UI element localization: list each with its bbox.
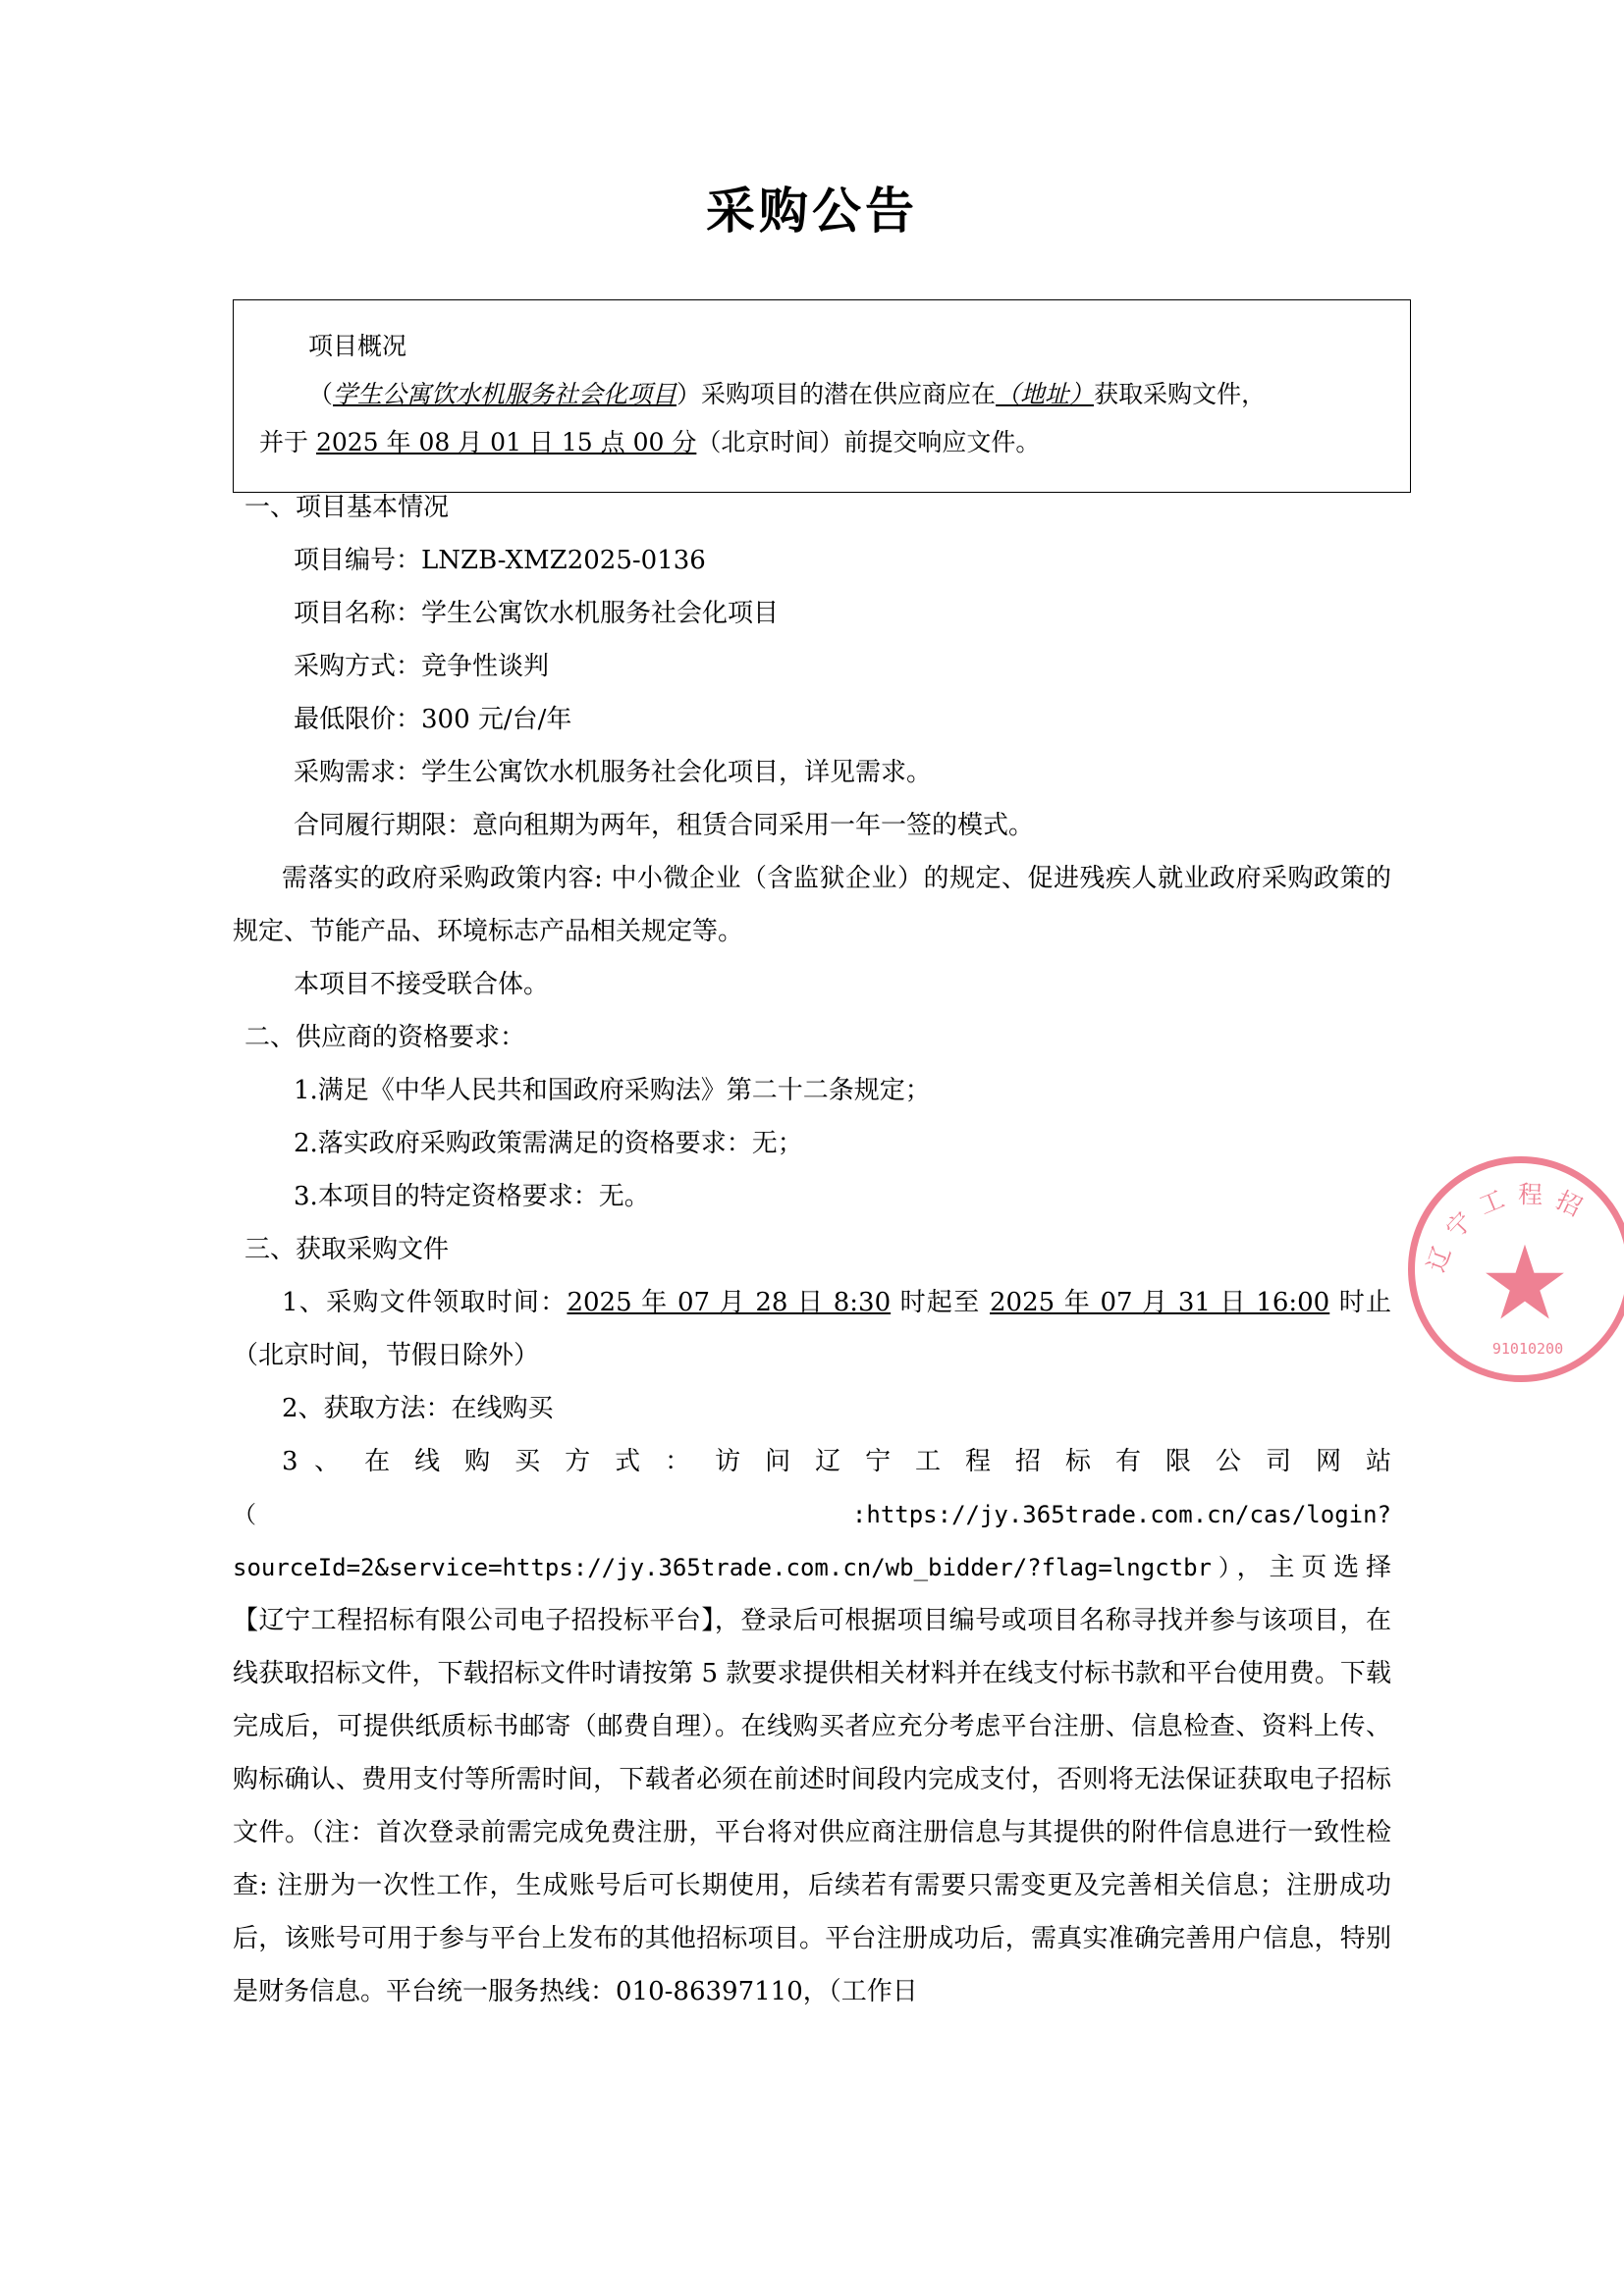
section-3-item1-prefix: 1、采购文件领取时间： — [282, 1288, 568, 1317]
overview-line2-suffix: （北京时间）前提交响应文件。 — [696, 428, 1041, 456]
overview-deadline: 2025 年 08 月 01 日 15 点 00 分 — [315, 428, 697, 456]
section-2-item-1: 1.满足《中华人民共和国政府采购法》第二十二条规定； — [294, 1076, 931, 1105]
overview-line1-suffix: 获取采购文件， — [1094, 380, 1267, 408]
project-overview-box — [233, 299, 1411, 493]
section-3-item3-label: 3 、 在 线 购 买 方 式 ： — [282, 1447, 699, 1476]
section-2-item-2: 2.落实政府采购政策需满足的资格要求：无； — [294, 1129, 803, 1158]
page-title: 采购公告 — [706, 182, 918, 240]
seal-arc-text: 辽 宁 工 程 招 — [1421, 1180, 1589, 1276]
seal-inner — [1415, 1163, 1624, 1375]
section-1-item-price: 最低限价：300 元/台/年 — [294, 705, 572, 734]
section-3-item1-suffix: 时止 — [1329, 1288, 1392, 1317]
section-3-item1-mid: 时起至 — [891, 1288, 990, 1317]
section-1-item-number: 项目编号：LNZB-XMZ2025-0136 — [294, 546, 706, 575]
overview-heading: 项目概况 — [308, 332, 407, 360]
section-3-heading: 三、获取采购文件 — [244, 1235, 450, 1264]
section-3-item3-text-a: 访 问 辽 宁 工 程 招 标 有 限 公 司 网 站 — [698, 1447, 1391, 1476]
official-seal-stamp — [1408, 1156, 1624, 1382]
section-2-heading: 二、供应商的资格要求： — [244, 1023, 526, 1052]
seal-code: 91010200 — [1491, 1340, 1564, 1358]
section-3-item3-text-b: ，主页选择【辽宁工程招标有限公司电子招投标平台】，登录后可根据项目编号或项目名称寻找并参与该项目，在线获取招标文件，下载招标文件时请按第 5 款要求提供相关材料并在线支付标书款和平台使用费。下载完成后，可提供纸质标书邮寄（邮费自理）。在线购买者应充分考虑平台注册、信息检查、资料上传、购标确认、费用支付等所需时间，下载者必须在前述时间段内完成支付，否则将无法保证获取电子招标文件。（注：首次登录前需完成免费注册，平台将对供应商注册信息与其提供的附件信息进行一致性检查: 注册为一次性工作，生成账号后可长期使用，后续若有需要只需变更及完善相关信息；注册成功后，该账号可用于参与平台上发布的其他招标项目。平台注册成功后，需真实准确完善用户信息，特别是财务信息。平台统一服务热线：010-86397110，（工作日 — [233, 1553, 1391, 2006]
seal-star-icon: ★ — [1479, 1223, 1571, 1343]
section-1-item-requirement: 采购需求：学生公寓饮水机服务社会化项目，详见需求。 — [294, 758, 933, 787]
overview-paren-open: （ — [308, 380, 334, 408]
overview-line-1 — [259, 370, 1384, 418]
section-3-item-2: 2、获取方法：在线购买 — [282, 1394, 554, 1423]
section-3-item-3-line-1 — [233, 1435, 1391, 1488]
overview-project-name: 学生公寓饮水机服务社会化项目 — [333, 380, 677, 408]
overview-place-placeholder: （地址） — [996, 380, 1095, 408]
section-1-item-contract-term: 合同履行期限：意向租期为两年，租赁合同采用一年一签的模式。 — [294, 811, 1035, 840]
platform-url: （:https://jy.365trade.com.cn/cas/login?sourceId=2&service=https://jy.365trade.com.cn/wb_bidder/?flag=lngctbr） — [233, 1501, 1391, 1581]
section-1-heading: 一、项目基本情况 — [244, 493, 450, 522]
section-3-item-3-url — [233, 1488, 1391, 2018]
overview-line1-mid: ）采购项目的潜在供应商应在 — [677, 380, 997, 408]
section-1-item-method: 采购方式：竞争性谈判 — [294, 652, 550, 681]
document-body — [233, 481, 1391, 2018]
overview-line2-prefix: 并于 — [259, 428, 316, 456]
section-3-item1-note: （北京时间，节假日除外） — [233, 1341, 540, 1370]
section-3-end-time: 2025 年 07 月 31 日 16:00 — [990, 1288, 1330, 1317]
section-3-start-time: 2025 年 07 月 28 日 8:30 — [567, 1288, 892, 1317]
section-3-item-1 — [233, 1276, 1391, 1382]
section-2-item-3: 3.本项目的特定资格要求：无。 — [294, 1182, 650, 1211]
overview-line-2 — [259, 418, 1384, 466]
section-1-policy-paragraph: 需落实的政府采购政策内容: 中小微企业（含监狱企业）的规定、促进残疾人就业政府采购政策的规定、节能产品、环境标志产品相关规定等。 — [233, 864, 1391, 946]
section-1-item-name: 项目名称：学生公寓饮水机服务社会化项目 — [294, 599, 780, 628]
section-1-consortium-note: 本项目不接受联合体。 — [294, 970, 550, 999]
